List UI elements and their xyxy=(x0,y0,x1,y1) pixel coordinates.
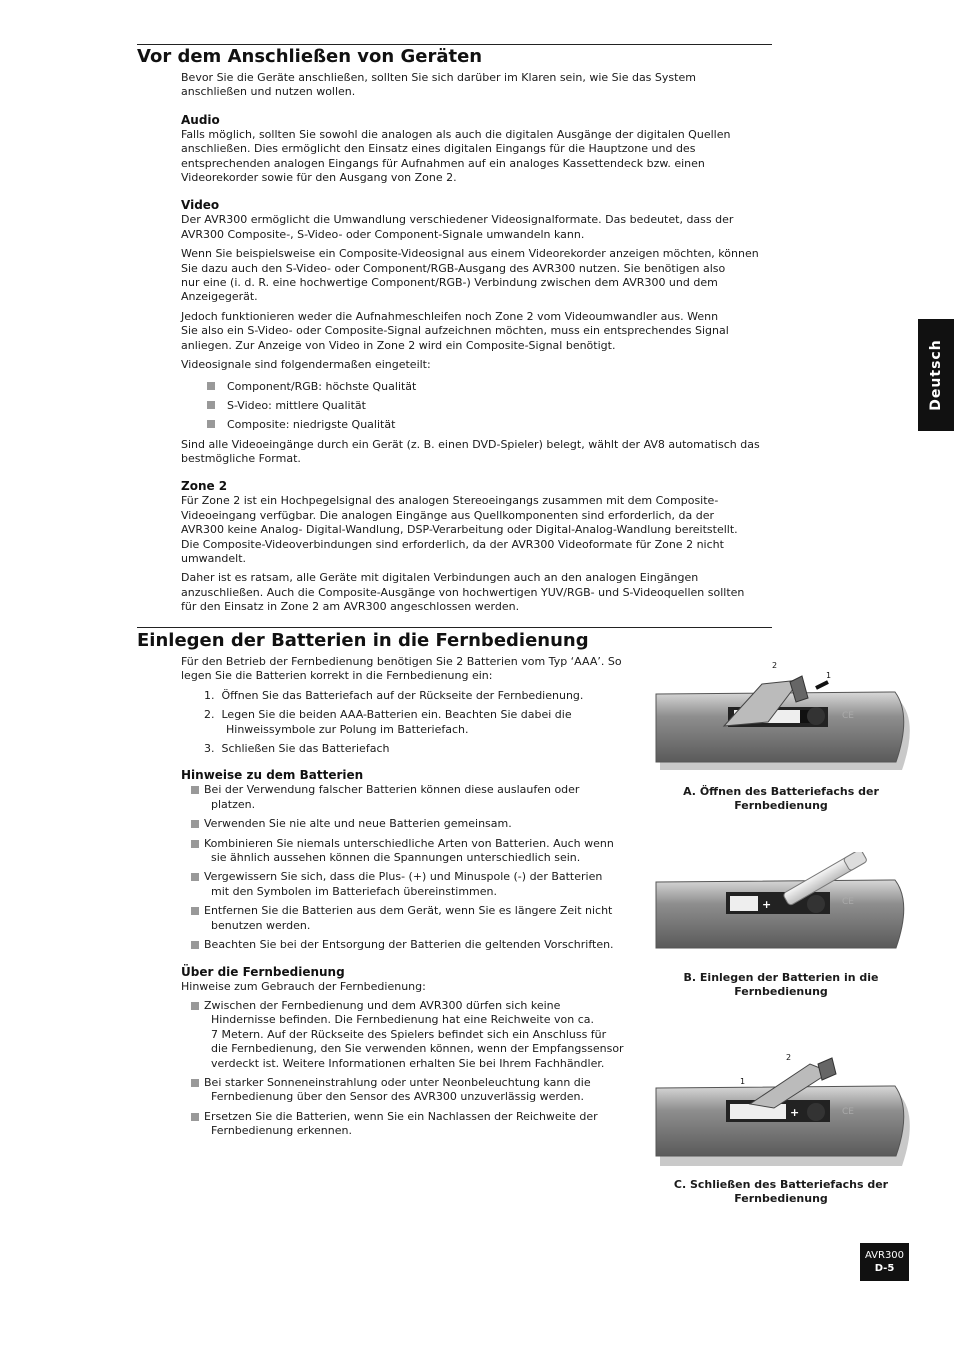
middle-rule xyxy=(137,627,772,628)
section-title-connect: Vor dem Anschließen von Geräten xyxy=(137,46,483,67)
heading-audio: Audio xyxy=(181,112,220,127)
language-tab-label: Deutsch xyxy=(927,339,944,411)
heading-remote-notes: Über die Fernbedienung xyxy=(181,964,345,979)
list-item: Bei der Verwendung falscher Batterien können diese auslaufen oder platzen. xyxy=(166,783,651,812)
page-number-box xyxy=(860,1243,909,1281)
figure-c-label-2: 2 xyxy=(786,1053,792,1062)
plus-sign: + xyxy=(790,1106,800,1119)
plus-sign: + xyxy=(762,898,772,911)
top-rule xyxy=(137,44,772,45)
ce-mark: CE xyxy=(842,897,854,907)
heading-video: Video xyxy=(181,198,220,213)
batteries-intro: Für den Betrieb der Fernbedienung benötigen Sie 2 Batterien vom Typ ‘AAA’. So legen Sie die Batterien korrekt in die Fernbedienung ein: xyxy=(181,655,622,683)
figure-c-caption: C. Schließen des Batteriefachs der Fernbedienung xyxy=(673,1178,889,1205)
page-number: D-5 xyxy=(874,1263,895,1274)
figure-open-battery-compartment xyxy=(650,660,920,780)
video-paragraph-1: Der AVR300 ermöglicht die Umwandlung verschiedener Videosignalformate. Das bedeutet, dass der AVR300 Composite-, S-Video- oder Component-Signale umwandeln kann. xyxy=(181,213,734,241)
bullet-square-icon xyxy=(191,786,199,794)
list-item: Verwenden Sie nie alte und neue Batterien gemeinsam. xyxy=(166,817,651,831)
list-item: 1. Öffnen Sie das Batteriefach auf der Rückseite der Fernbedienung. xyxy=(204,688,584,702)
bullet-square-icon xyxy=(191,1079,199,1087)
ce-mark: CE xyxy=(842,1107,854,1117)
figure-b-caption: B. Einlegen der Batterien in die Fernbedienung xyxy=(683,971,879,998)
remote-intro: Hinweise zum Gebrauch der Fernbedienung: xyxy=(181,979,426,993)
figure-insert-batteries xyxy=(650,852,920,962)
figure-a-label-1: 1 xyxy=(826,671,832,680)
list-item: Beachten Sie bei der Entsorgung der Batterien die geltenden Vorschriften. xyxy=(166,938,651,952)
heading-battery-notes: Hinweise zu dem Batterien xyxy=(181,768,364,783)
list-item: 2. Legen Sie die beiden AAA-Batterien ein. Beachten Sie dabei die Hinweissymbole zur Polung im Batteriefach. xyxy=(204,708,572,736)
heading-zone2: Zone 2 xyxy=(181,479,228,494)
figure-close-battery-compartment xyxy=(650,1050,920,1170)
figure-c-label-1: 1 xyxy=(740,1077,746,1086)
list-item: Composite: niedrigste Qualität xyxy=(0,415,781,434)
section-title-batteries: Einlegen der Batterien in die Fernbedienung xyxy=(137,630,589,651)
bullet-square-icon xyxy=(207,420,215,428)
audio-paragraph: Falls möglich, sollten Sie sowohl die analogen als auch die digitalen Ausgänge der digitalen Quellen anschließen. Dies ermöglicht den Einsatz eines digitalen Eingangs für die Hauptzone und des entsprechenden analogen Eingangs für Aufnahmen auf ein analoges Kassettendeck bzw. einen Videorekorder sowie für den Ausgang von Zone 2. xyxy=(181,127,731,185)
bullet-square-icon xyxy=(191,820,199,828)
footer-model: AVR300 xyxy=(864,1250,905,1261)
list-item: 3. Schließen Sie das Batteriefach xyxy=(204,742,390,756)
list-item: Vergewissern Sie sich, dass die Plus- (+) und Minuspole (-) der Batterien mit den Symbolen im Batteriefach übereinstimmen. xyxy=(166,870,651,899)
bullet-square-icon xyxy=(191,1113,199,1121)
figure-a-label-2: 2 xyxy=(772,661,778,670)
bullet-square-icon xyxy=(191,941,199,949)
list-item: Component/RGB: höchste Qualität xyxy=(0,377,781,396)
video-paragraph-5: Sind alle Videoeingänge durch ein Gerät (z. B. einen DVD-Spieler) belegt, wählt der AV8 automatisch das bestmögliche Format. xyxy=(181,437,760,465)
ce-mark: CE xyxy=(842,711,854,721)
video-paragraph-4: Videosignale sind folgendermaßen eingeteilt: xyxy=(181,358,431,372)
figure-a-caption: A. Öffnen des Batteriefachs der Fernbedienung xyxy=(683,785,879,812)
video-paragraph-2: Wenn Sie beispielsweise ein Composite-Videosignal aus einem Videorekorder anzeigen möchten, können Sie dazu auch den S-Video- oder Component/RGB-Ausgang des AVR300 nutzen. Sie benötigen also nur eine (i. d. R. eine hochwertige Component/RGB-) Verbindung zwischen dem AVR300 und dem Anzeigegerät. xyxy=(181,247,759,304)
list-item: S-Video: mittlere Qualität xyxy=(0,396,781,415)
section-connect-body xyxy=(181,71,781,615)
zone2-paragraph-2: Daher ist es ratsam, alle Geräte mit digitalen Verbindungen auch an den analogen Eingängen anzuschließen. Auch die Composite-Ausgänge von hochwertigen YUV/RGB- und S-Videoquellen sollten für den Einsatz in Zone 2 am AVR300 angeschlossen werden. xyxy=(181,571,745,614)
list-item: Entfernen Sie die Batterien aus dem Gerät, wenn Sie es längere Zeit nicht benutzen werden. xyxy=(166,904,651,933)
list-item: Zwischen der Fernbedienung und dem AVR300 dürfen sich keine Hindernisse befinden. Die Fernbedienung hat eine Reichweite von ca. 7 Metern. Auf der Rückseite des Spielers befindet sich ein Anschluss für die Fernbedienung, den Sie verwenden können, wenn der Empfangssensor verdeckt ist. Weitere Informationen erhalten Sie bei Ihrem Fachhändler. xyxy=(166,999,651,1071)
bullet-square-icon xyxy=(207,382,215,390)
list-item: Kombinieren Sie niemals unterschiedliche Arten von Batterien. Auch wenn sie ähnlich aussehen können die Spannungen unterschiedlich sein. xyxy=(166,837,651,866)
intro-paragraph: Bevor Sie die Geräte anschließen, sollten Sie sich darüber im Klaren sein, wie Sie das System anschließen und nutzen wollen. xyxy=(181,71,696,99)
bullet-square-icon xyxy=(207,401,215,409)
list-item: Bei starker Sonneneinstrahlung oder unter Neonbeleuchtung kann die Fernbedienung über den Sensor des AVR300 unzuverlässig werden. xyxy=(166,1076,651,1105)
video-paragraph-3: Jedoch funktionieren weder die Aufnahmeschleifen noch Zone 2 vom Videoumwandler aus. Wenn Sie also ein S-Video- oder Composite-Signal aufzeichnen möchten, muss ein entsprechendes Signal anliegen. Zur Anzeige von Video in Zone 2 wird ein Composite-Signal benötigt. xyxy=(181,309,729,352)
bullet-square-icon xyxy=(191,907,199,915)
language-tab xyxy=(918,319,954,431)
bullet-square-icon xyxy=(191,873,199,881)
section-batteries-body xyxy=(181,655,651,1139)
list-item: Ersetzen Sie die Batterien, wenn Sie ein Nachlassen der Reichweite der Fernbedienung erkennen. xyxy=(166,1110,651,1139)
bullet-square-icon xyxy=(191,1002,199,1010)
zone2-paragraph-1: Für Zone 2 ist ein Hochpegelsignal des analogen Stereoeingangs zusammen mit dem Composite- Videoeingang verfügbar. Die analogen Eingänge aus Quellkomponenten sind erforderlich, da der AVR300 keine Analog- Digital-Wandlung, DSP-Verarbeitung oder Digital-Analog-Wandlung bereitstellt. Die Composite-Videoverbindungen sind erforderlich, da der AVR300 Videoformate für Zone 2 nicht umwandelt. xyxy=(181,494,738,565)
bullet-square-icon xyxy=(191,840,199,848)
